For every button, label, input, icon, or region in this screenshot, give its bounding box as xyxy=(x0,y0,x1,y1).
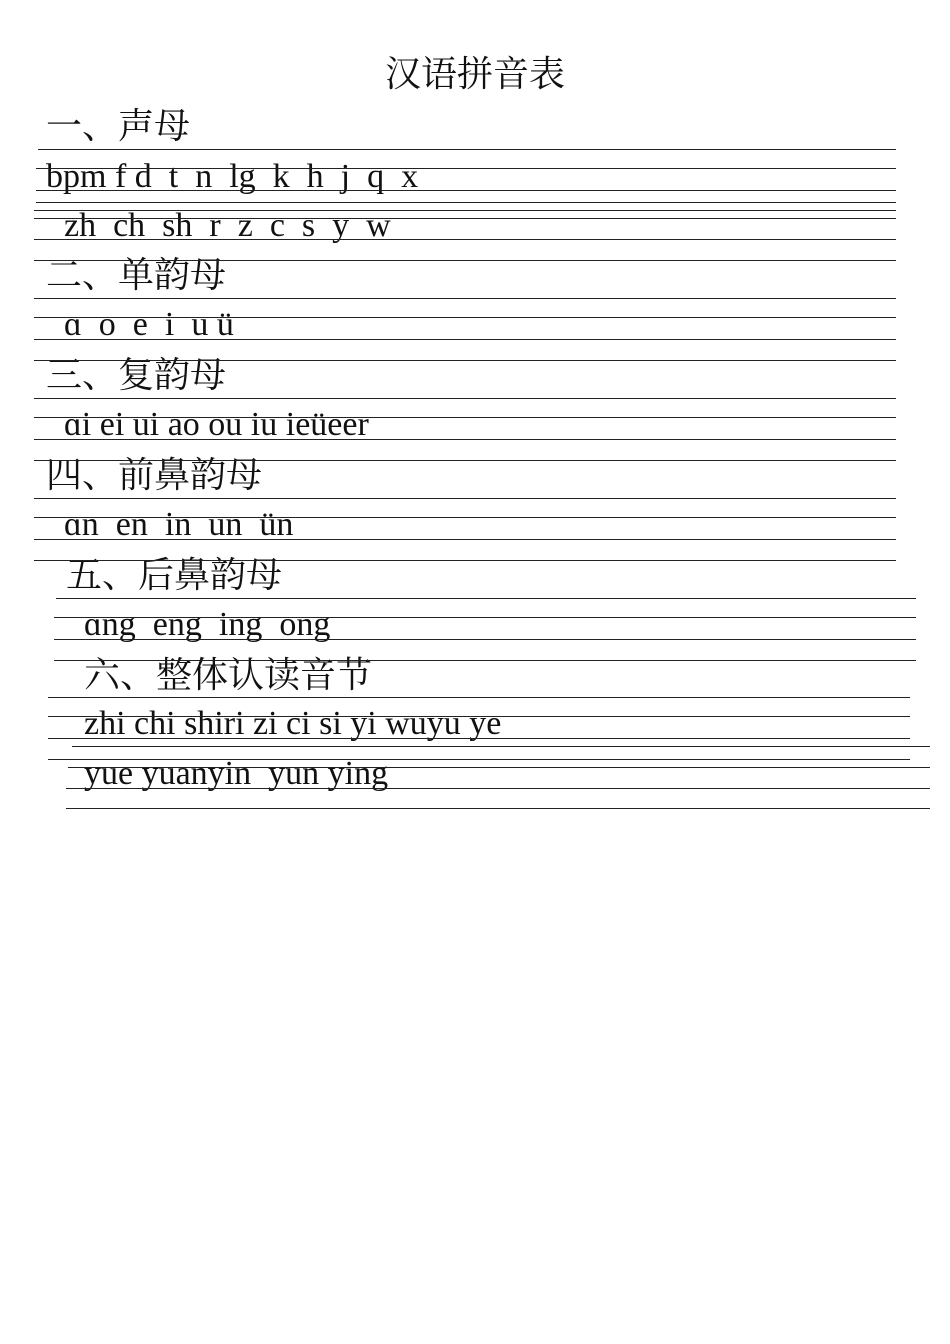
guide-line xyxy=(34,210,896,211)
guide-line xyxy=(66,808,930,809)
guide-line xyxy=(38,149,896,150)
pinyin-row-whole-syllables-1: zhi chi shiri zi ci si yi wuyu ye xyxy=(84,705,502,742)
guide-line xyxy=(34,460,896,461)
guide-line xyxy=(36,202,896,203)
guide-line xyxy=(34,560,896,561)
pinyin-row-back-nasal-finals: ɑng eng ing ong xyxy=(84,606,331,643)
guide-line xyxy=(34,339,896,340)
guide-line xyxy=(34,439,896,440)
section-heading-whole-syllables: 六、整体认读音节 xyxy=(84,655,373,695)
pinyin-row-whole-syllables-2: yue yuanyin yun ying xyxy=(84,755,389,792)
guide-line xyxy=(34,298,896,299)
section-heading-compound-finals: 三、复韵母 xyxy=(46,355,227,395)
guide-line xyxy=(48,738,910,739)
guide-line xyxy=(72,746,930,747)
guide-line xyxy=(34,417,896,418)
page-title: 汉语拼音表 xyxy=(384,54,565,94)
guide-line xyxy=(54,660,916,661)
guide-line xyxy=(54,617,916,618)
guide-line xyxy=(48,716,910,717)
guide-line xyxy=(34,317,896,318)
guide-line xyxy=(34,239,896,240)
guide-line xyxy=(36,190,896,191)
guide-line xyxy=(48,759,910,760)
guide-line xyxy=(34,498,896,499)
guide-line xyxy=(68,767,930,768)
guide-line xyxy=(56,598,916,599)
guide-line xyxy=(54,639,916,640)
guide-line xyxy=(34,218,896,219)
guide-line xyxy=(48,697,910,698)
guide-line xyxy=(36,168,896,169)
section-heading-simple-finals: 二、单韵母 xyxy=(46,255,227,295)
guide-line xyxy=(66,788,930,789)
pinyin-row-initials-2: zh ch sh r z c s y w xyxy=(64,207,391,244)
pinyin-row-initials-1: bpm f d t n lg k h j q x xyxy=(46,158,419,195)
section-heading-initials: 一、声母 xyxy=(46,106,191,146)
guide-line xyxy=(34,360,896,361)
pinyin-row-front-nasal-finals: ɑn en in un ün xyxy=(64,506,294,543)
pinyin-row-compound-finals: ɑi ei ui ao ou iu ieüeer xyxy=(64,406,369,443)
guide-line xyxy=(34,260,896,261)
guide-line xyxy=(34,398,896,399)
guide-line xyxy=(34,517,896,518)
section-heading-front-nasal-finals: 四、前鼻韵母 xyxy=(46,455,263,495)
pinyin-row-simple-finals: ɑ o e i u ü xyxy=(64,306,234,343)
guide-line xyxy=(34,539,896,540)
section-heading-back-nasal-finals: 五、后鼻韵母 xyxy=(66,555,283,595)
